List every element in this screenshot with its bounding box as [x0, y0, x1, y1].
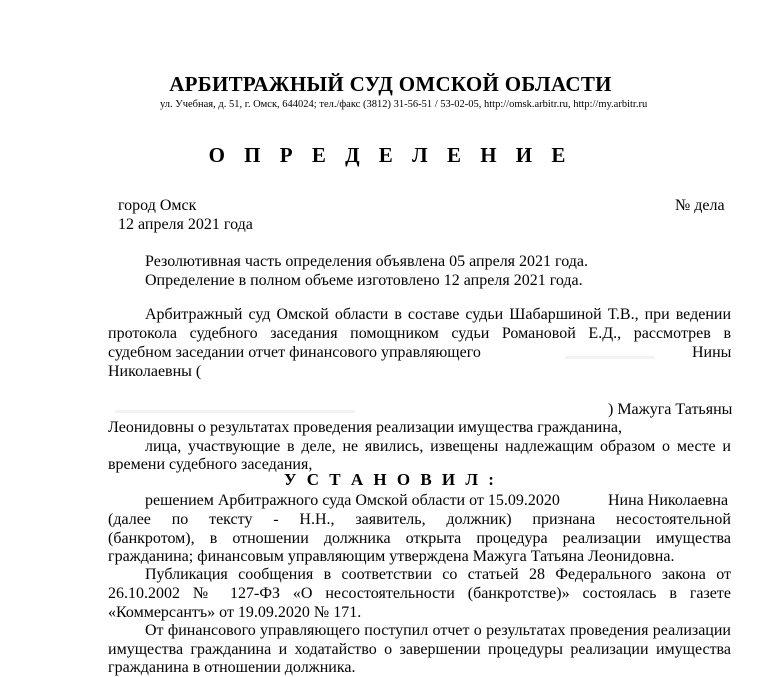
para1-line5: ) Мажуга Татьяны	[608, 401, 733, 418]
para2-line3: (банкротом), в отношении должника открыта процедура реализации имущества	[108, 530, 731, 547]
redaction-mark	[565, 356, 655, 359]
para1-line3a: судебном заседании отчет финансового управляющего	[108, 344, 481, 361]
para1-line1: Арбитражный суд Омской области в составе судьи Шабаршиной Т.В., при ведении	[145, 306, 731, 323]
para3-line3: «Коммерсантъ» от 19.09.2020 № 171.	[108, 604, 362, 621]
para4-line2: имущества гражданина и ходатайство о завершении процедуры реализации имущества	[108, 641, 731, 658]
court-address: ул. Учебная, д. 51, г. Омск, 644024; тел./факс (3812) 31-56-51 / 53-02-05, http://omsk.arbitr.ru, http://my.arbitr.ru	[160, 99, 648, 110]
para2-line1b: Нина Николаевна	[608, 492, 729, 509]
redaction-mark	[115, 410, 355, 413]
resolution-date-line: Резолютивная часть определения объявлена 05 апреля 2021 года.	[145, 253, 588, 270]
para4-line3: гражданина в отношении должника.	[108, 659, 356, 676]
para1-line7: лица, участвующие в деле, не явились, извещены надлежащим образом о месте и	[145, 438, 731, 455]
para1-line3b: Нины	[692, 344, 732, 361]
para1-line6: Леонидовны о результатах проведения реализации имущества гражданина,	[108, 419, 623, 436]
full-text-date-line: Определение в полном объеме изготовлено 12 апреля 2021 года.	[145, 272, 583, 289]
document-date: 12 апреля 2021 года	[118, 216, 253, 233]
para2-line2: (далее по тексту - Н.Н., заявитель, должник) признана несостоятельной	[108, 511, 731, 528]
document-title: О П Р Е Д Е Л Е Н И Е	[208, 143, 573, 167]
city: город Омск	[118, 197, 197, 214]
para1-line8: времени судебного заседания,	[108, 456, 313, 473]
para3-line1: Публикация сообщения в соответствии со статьей 28 Федерального закона от	[145, 566, 731, 583]
para2-line1a: решением Арбитражного суда Омской области от 15.09.2020	[145, 492, 560, 509]
para3-line2: 26.10.2002 № 127-ФЗ «О несостоятельности (банкротстве)» состоялась в газете	[108, 585, 731, 602]
para1-line2: протокола судебного заседания помощником судьи Романовой Е.Д., рассмотрев в	[108, 325, 731, 342]
para1-line4: Николаевны (	[108, 363, 202, 380]
court-name: АРБИТРАЖНЫЙ СУД ОМСКОЙ ОБЛАСТИ	[169, 72, 612, 96]
ustanovil-heading: У С Т А Н О В И Л :	[284, 470, 497, 489]
case-number-label: № дела	[675, 197, 725, 214]
para4-line1: От финансового управляющего поступил отчет о результатах проведения реализации	[145, 622, 731, 639]
para2-line4: гражданина; финансовым управляющим утверждена Мажуга Татьяна Леонидовна.	[108, 548, 675, 565]
